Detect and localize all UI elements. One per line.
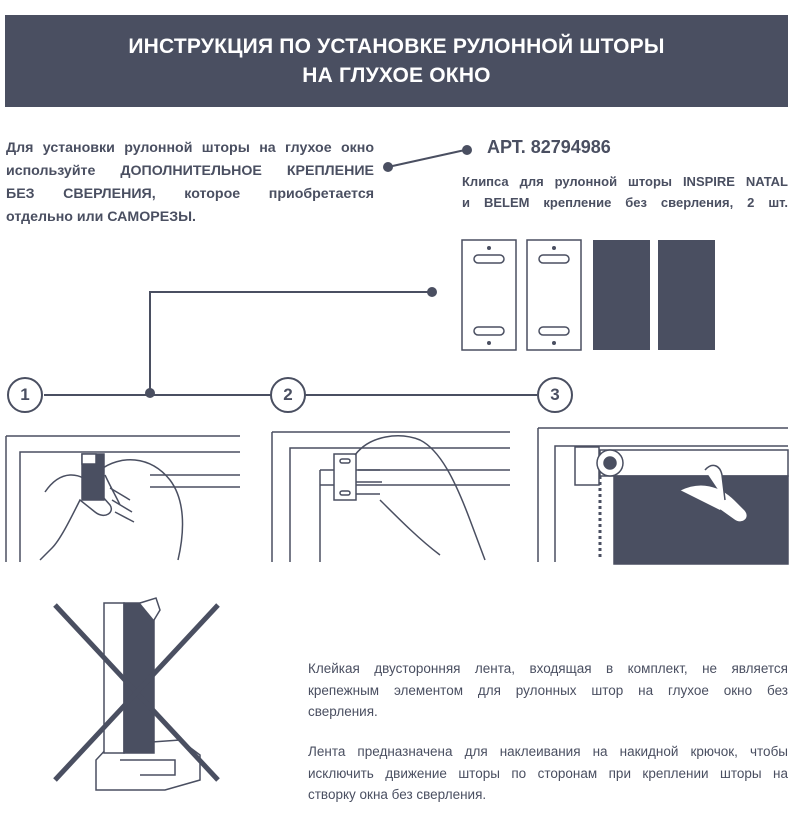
step-3-badge: 3	[537, 377, 573, 413]
note-line: сверления.	[308, 704, 378, 719]
note-line: Лента предназначена для наклеивания на накидной крючок, чтобы	[308, 744, 788, 759]
article-number: АРТ. 82794986	[487, 137, 611, 157]
note-line: крепежным элементом для рулонных штор на глухое окно без	[308, 682, 788, 698]
note-paragraph-2	[308, 741, 788, 806]
clip-white-2	[527, 240, 581, 350]
step-2-badge: 2	[270, 377, 306, 413]
clip-white-1	[462, 240, 516, 350]
note-paragraph-1	[308, 658, 788, 723]
intro-line: БЕЗ СВЕРЛЕНИЯ, которое приобретается	[6, 186, 374, 202]
intro-line: используйте ДОПОЛНИТЕЛЬНОЕ КРЕПЛЕНИЕ	[6, 163, 374, 179]
step-1-illustration	[6, 436, 240, 562]
page-title-line-2: НА ГЛУХОЕ ОКНО	[302, 64, 491, 87]
step-2-illustration	[272, 432, 510, 562]
adhesive-tape-2	[658, 240, 715, 350]
step-3-illustration	[538, 428, 788, 564]
clip-description-line: Клипса для рулонной шторы INSPIRE NATAL	[462, 174, 788, 189]
note-line: створку окна без сверления.	[308, 787, 487, 802]
step-1-badge: 1	[7, 377, 43, 413]
clip-description-line: и BELEM крепление без сверления, 2 шт.	[462, 195, 788, 210]
intro-line: отдельно или САМОРЕЗЫ.	[6, 209, 196, 225]
page-title-line-1: ИНСТРУКЦИЯ ПО УСТАНОВКЕ РУЛОННОЙ ШТОРЫ	[128, 35, 665, 58]
note-line: исключить движение шторы по сторонам при креплении шторы на	[308, 765, 788, 781]
intro-connector	[383, 145, 472, 172]
intro-line: Для установки рулонной шторы на глухое окно	[6, 140, 374, 156]
crossed-adhesive-illustration	[55, 598, 218, 790]
adhesive-tape-1	[593, 240, 650, 350]
note-line: Клейкая двусторонняя лента, входящая в комплект, не является	[308, 661, 788, 676]
